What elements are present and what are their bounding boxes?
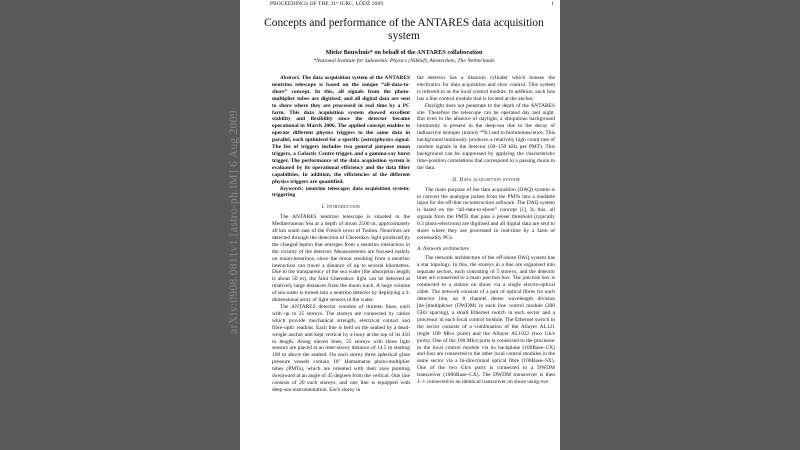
right-column bbox=[417, 75, 555, 386]
intro-heading: I. Introduction bbox=[321, 204, 361, 211]
abstract-text: The data acquisition system of the ANTARES neutrino telescope is based on the unique “all-data-to-shore” concept. In this, all signals from the photo-multiplier tubes are digitised, and all digital data are sent to shore where they are processed in real time by a PC farm. This data acquisition system showed excellent stability and flexibility since the detector became operational in March 2006. The applied concept enables to operate different physics triggers to the same data in parallel, each optimised for a specific (astro)physics signal. The list of triggers includes two general purpose muon triggers, a Galactic Centre trigger, and a gamma-ray burst trigger. The performance of the data acquisition system is evaluated by its operational efficiency and the data filter capabilities. In addition, the efficiencies of the different physics triggers are quantified. bbox=[272, 75, 411, 185]
keywords-label: Keywords: bbox=[280, 185, 304, 192]
header-left: PROCEEDINGS OF THE 31ˢᵗ ICRC, ŁÓDŹ 2009 bbox=[270, 1, 384, 7]
left-column bbox=[272, 75, 410, 394]
network-paragraph-1: The network architecture of the off-shore DAQ system has a star topology. In this, the storeys in a line are organised into separate sectors, each consisting of 5 storeys, and the detector lines are connected to a main junction box. The junction box is connected to a station on shore via a single electro-optical cable. The network consists of a pair of optical fibres for each detector line, an 8 channel dense wavelength division [de-]multiplexer (DWDM) in each line control module (200 GHz spacing), a small Ethernet switch in each sector and a processor in each local control module. The Ethernet switch in the sector consists of a combination of the Allayer AL121 (eight 100 Mb/s ports) and the Allayer AL1022 (two Gb/s ports). One of the 100 Mb/s ports is connected to the processor in the local control module via its backplane (100Base–CX) and four are connected to the other local control modules in the same sector via a bi-directional optical fibre (100Base–SX). One of the two Gb/s ports is connected to a DWDM transceiver (1000Base–CX). The DWDM transceiver is then 1–1 connected to an identical transceiver on shore using two bbox=[417, 254, 555, 386]
arxiv-stamp-text: arXiv:0908.0811v1 [astro-ph.IM] 6 Aug 2009 bbox=[228, 110, 240, 334]
keywords bbox=[272, 186, 410, 200]
right-paragraph-2: Daylight does not penetrate to the depth of the ANTARES site. Therefore the telescope can be operated day and night. But even in the absence of daylight, a ubiquitous background luminosity is present in the deep-sea due to the decay of radioactive isotopes (mainly ⁴⁰K) and to bioluminescence. This background luminosity produces a relatively high count rate of random signals in the detector (60–150 kHz per PMT). This background can be suppressed by applying the characteristic time-position correlations that correspond to a passing muon in the data. bbox=[417, 102, 555, 171]
network-heading: A. Network architecture bbox=[417, 245, 469, 252]
daq-heading: II. Data acquisition system bbox=[452, 176, 520, 183]
paper-affiliation: *National Institute for Subatomic Physics (Nikhef), Amsterdam, The Netherlands bbox=[313, 58, 495, 64]
paper-title: Concepts and performance of the ANTARES data acquisition system bbox=[264, 17, 544, 42]
paper-authors: Mieke Bouwhuis* on behalf of the ANTARES collaboration bbox=[325, 49, 483, 56]
running-header bbox=[270, 1, 554, 9]
abstract bbox=[272, 75, 410, 186]
abstract-label: Abstract. bbox=[280, 75, 301, 81]
intro-paragraph-1: The ANTARES neutrino telescope is situated in the Mediterranean Sea at a depth of about 2500 m, approximately 40 km south east of the French town of Toulon. Neutrinos are detected through the detection of Cherenkov light produced by the charged lepton that emerges from a neutrino interaction in the vicinity of the detector. Measurements are focused mainly on muon-neutrinos, since the muon resulting from a neutrino interaction can travel a distance of up to several kilometres. Due to the transparency of the sea water (the absorption length is about 50 m), the faint Cherenkov light can be detected at relatively large distances from the muon track. A large volume of sea water is turned into a neutrino detector by deploying a 3-dimensional array of light sensors in the water. bbox=[272, 214, 411, 304]
daq-paragraph-1: The main purpose of the data acquisition (DAQ) system is to convert the analogue pulses from the PMTs into a readable input for the off-line reconstruction software. The DAQ system is based on the “all-data-to-shore” concept [1]. In this, all signals from the PMTs that pass a preset threshold (typically 0.3 photo-electrons) are digitised and all digital data are sent to shore where they are processed in real-time by a farm of commodity PCs. bbox=[417, 186, 555, 241]
page-number: 1 bbox=[551, 1, 554, 7]
paper-page bbox=[240, 0, 560, 450]
intro-paragraph-2: The ANTARES detector consists of thirteen lines, each with up to 25 storeys. The storeys are connected by cables which provide mechanical strength, electrical contact and fibre-optic readout. Each line is held on the seabed by a dead-weight anchor and kept vertical by a buoy at the top of its 450 m length. Along eleven lines, 25 storeys with three light sensors are placed at an inter-storey distance of 14.5 m starting 100 m above the seabed. On each storey three spherical glass pressure vessels contain 10″ Hamamatsu photo-multiplier tubes (PMTs), which are oriented with their axes pointing downward at an angle of 45 degrees from the vertical. One line consists of 20 such storeys, and one line is equipped with deep-sea instrumentation. Each storey in bbox=[272, 304, 410, 393]
right-paragraph-1: the detector has a titanium cylinder which houses the electronics for data acquisition and slow control. This system is referred to as the local control module. In addition, each line has a line control module that is located at the anchor. bbox=[417, 75, 555, 102]
keywords-text: neutrino telescope; data acquisition system; triggering bbox=[272, 185, 410, 199]
